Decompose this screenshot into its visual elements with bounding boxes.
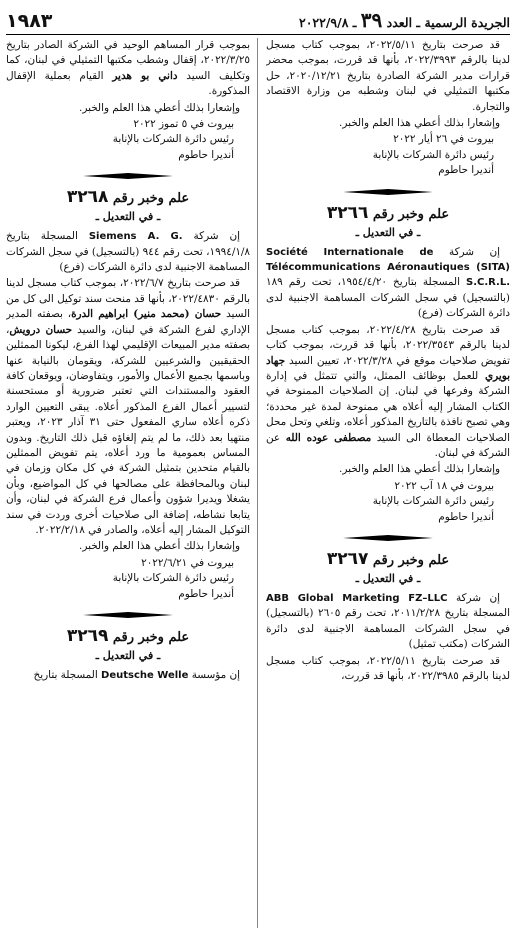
notice-subheading: ـ في التعديل ـ	[95, 649, 161, 662]
notice-heading-3269: علم وخبر رقم ٣٢٦٩	[66, 626, 190, 646]
notice-paragraph: إن شركة Siemens A. G. المسجلة بتاريخ ١٩٩٤/١/٨، تحت رقم ٩٤٤ (بالتسجيل) في سجل الشركات المساهمة الاجنبية لدى دائرة الشركات (فرع)	[6, 230, 250, 274]
page-number: ١٩٨٣	[6, 10, 53, 32]
signature-block: بيروت في ٢٦ أيار ٢٠٢٢ رئيس دائرة الشركات بالإنابة أنديرا حاطوم	[372, 133, 494, 177]
signature-block: بيروت في ١٨ آب ٢٠٢٢ رئيس دائرة الشركات بالإنابة أنديرا حاطوم	[372, 479, 494, 523]
section-separator	[266, 185, 510, 199]
section-separator	[6, 169, 250, 183]
notice-paragraph: إن شركة Société Internationale de Télécommunications Aéronautiques (SITA) S.C.R.L. المسجلة بتاريخ ١٩٥٤/٤/٢٠، تحت رقم ١٨٩ (بالتسجيل) في سجل الشركات المساهمة الاجنبية لدى دائرة الشركات (فرع)	[266, 245, 510, 320]
notice-subheading: ـ في التعديل ـ	[95, 210, 161, 224]
notice-paragraph: قد صرحت بتاريخ ٢٠٢٢/٥/١١، بموجب كتاب مسجل لدينا بالرقم ٢٠٢٢/٣٩٨٥، بأنها قد قررت،	[266, 654, 510, 682]
section-separator	[6, 608, 250, 622]
notice-paragraph: قد صرحت بتاريخ ٢٠٢٢/٦/٧، بموجب كتاب مسجل لدينا بالرقم ٢٠٢٢/٤٨٣٠، بأنها قد منحت سند توكيل الى كل من السيد حسان (محمد منير) ابراهيم الدرة، بصفته المدير الإداري لفرع الشركة في لبنان، والسيد حسان درويش، بصفته مدير المبيعات الإقليمي لهذا الفرع، ليكونا الممثلين الحقيقيين والشرعيين للشركة، ويقومان بالنيابة عنها وباسمها بجميع الأعمال والأمور، ويتفاوضان، ويوقعان كافة العقود والمستندات التي تعتبر ضرورية أو مستحسنة لتسيير أعمال الفرع المذكور أعلاه. يبقى التعيين الوارد ذكره أعلاه ساري المفعول حتى ٣١ آذار ٢٠٢٣، ويعتبر منتهيا بعد ذلك، ما لم يتم إلغاؤه قبل ذلك التاريخ. وبدون المساس بعمومية ما ورد أعلاه، يتم تفويض الممثلين بالقيام متحدين بتمثيل الشركة في كل مكان وزمان في لبنان وبالمحافظة على مصالحها في كل المواضيع، وبأن يشغلا ويديرا شؤون وأعمال فرع الشركة في لبنان، وأن يتابعا نشاطه، إضافة الى صلاحيات أخرى وردت في سند التوكيل المشار إليه أعلاه، والصادر في ٢٠٢٢/٢/١٨.	[6, 277, 250, 536]
signature-block: بيروت في ٢٠٢٢/٦/٢١ رئيس دائرة الشركات بالإنابة أنديرا حاطوم	[112, 556, 234, 600]
issue-number: ٣٩	[360, 8, 383, 32]
notice-statement: وإشعارا بذلك أعطي هذا العلم والخبر.	[79, 101, 240, 114]
notice-statement: وإشعارا بذلك أعطي هذا العلم والخبر.	[79, 540, 240, 553]
section-separator	[266, 531, 510, 545]
notice-paragraph: قد صرحت بتاريخ ٢٠٢٢/٥/١١، بموجب كتاب مسجل لدينا بالرقم ٢٠٢٢/٣٩٩٣، بأنها قد قررت، بموجب محضر قرارات مدير الشركة الصادرة بتاريخ ٢٠٢٠/١٢/٢١، حل مكتبها التمثيلي في لبنان وشطبه من وزارة الاقتصاد والتجارة.	[266, 39, 510, 113]
column-divider	[257, 38, 258, 928]
notice-paragraph: قد صرحت بتاريخ ٢٠٢٢/٤/٢٨، بموجب كتاب مسجل لدينا بالرقم ٢٠٢٢/٣٥٤٣، بأنها قد قررت، بموجب كتاب تفويض صلاحيات موقع في ٢٠٢٢/٣/٢٨، تعيين السيد جهاد بويري للعمل بوظائف الممثل، والتي تتمثل في إدارة الشركة وفرعها في لبنان. إن الصلاحيات الممنوحة في الكتاب المشار إليه أعلاه هي ممنوحة لمدة غير محددة؛ وهي تصبح نافذة بالتاريخ المذكور أعلاه، وتلغي وتحل محل الصلاحيات المعطاة الى السيد مصطفى عوده الله عن الشركة في لبنان.	[266, 323, 510, 459]
notice-paragraph: إن مؤسسة Deutsche Welle المسجلة بتاريخ	[33, 669, 240, 681]
signature-block: بيروت في ٥ تموز ٢٠٢٢ رئيس دائرة الشركات بالإنابة أنديرا حاطوم	[112, 118, 234, 161]
notice-heading-3267: علم وخبر رقم ٣٢٦٧	[326, 548, 450, 569]
notice-paragraph: بموجب قرار المساهم الوحيد في الشركة الصادر بتاريخ ٢٠٢٢/٣/٢٥، إقفال وشطب مكتبها التمثيلي في لبنان، كما وتكليف السيد داني بو هدير القيام بعملية الإقفال المذكورة.	[6, 39, 250, 98]
issue-date: ـ ٢٠٢٢/٩/٨	[299, 15, 357, 30]
left-column	[6, 38, 250, 928]
page-header	[6, 6, 510, 35]
notice-heading-3268: علم وخبر رقم ٣٢٦٨	[66, 187, 190, 208]
notice-paragraph: إن شركة ABB Global Marketing FZ–LLC المسجلة بتاريخ ٢٠١١/٢/٢٨، تحت رقم ٢٦٠٥ (بالتسجيل) في سجل الشركات المساهمة الاجنبية لدى دائرة الشركات (مكتب تمثيل)	[266, 591, 510, 651]
notice-subheading: ـ في التعديل ـ	[355, 225, 421, 239]
gazette-title: الجريدة الرسمية ـ العدد ٣٩ ـ ٢٠٢٢/٩/٨	[299, 8, 510, 32]
notice-statement: وإشعارا بذلك أعطي هذا العلم والخبر.	[339, 117, 500, 130]
notice-heading-3266: علم وخبر رقم ٣٢٦٦	[326, 202, 450, 223]
notice-statement: وإشعارا بذلك أعطي هذا العلم والخبر.	[339, 463, 500, 476]
right-column	[266, 38, 510, 928]
notice-subheading: ـ في التعديل ـ	[355, 571, 421, 585]
